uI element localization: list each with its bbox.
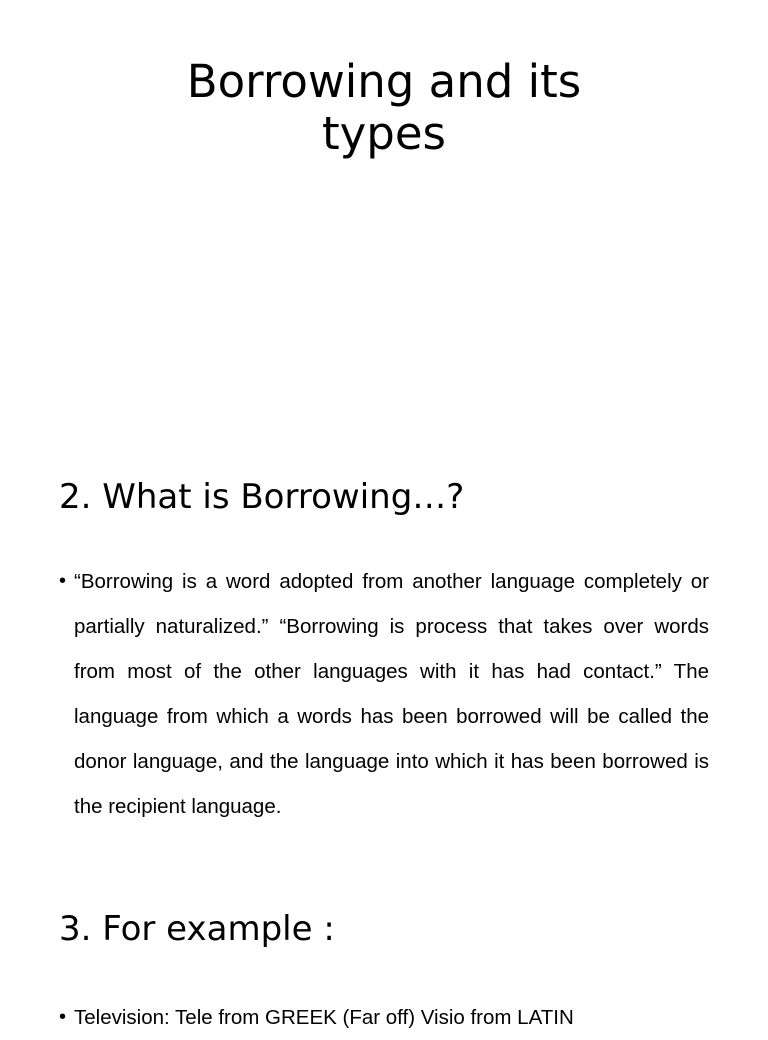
definition-bullet — [59, 559, 709, 829]
example-bullet-list — [59, 995, 709, 1040]
slide-title-line-2: types — [322, 107, 446, 160]
for-example-heading: 3. For example : — [59, 909, 335, 949]
slide-title-line-1: Borrowing and its — [186, 55, 582, 108]
definition-text: “Borrowing is a word adopted from another language completely or partially naturalized.” “Borrowing is process that takes over words from most of the other languages with it has had contact.” The language from which a words has been borrowed will be called the donor language, and the language into which it has been borrowed is the recipient language. — [74, 570, 709, 818]
definition-bullet-list — [59, 559, 709, 829]
bullet-icon: • — [59, 570, 67, 592]
example-text: Television: Tele from GREEK (Far off) Visio from LATIN — [74, 1006, 574, 1029]
bullet-icon: • — [59, 1006, 67, 1028]
example-bullet — [59, 995, 709, 1040]
what-is-borrowing-heading: 2. What is Borrowing…? — [59, 477, 465, 517]
slide-title — [0, 56, 768, 160]
